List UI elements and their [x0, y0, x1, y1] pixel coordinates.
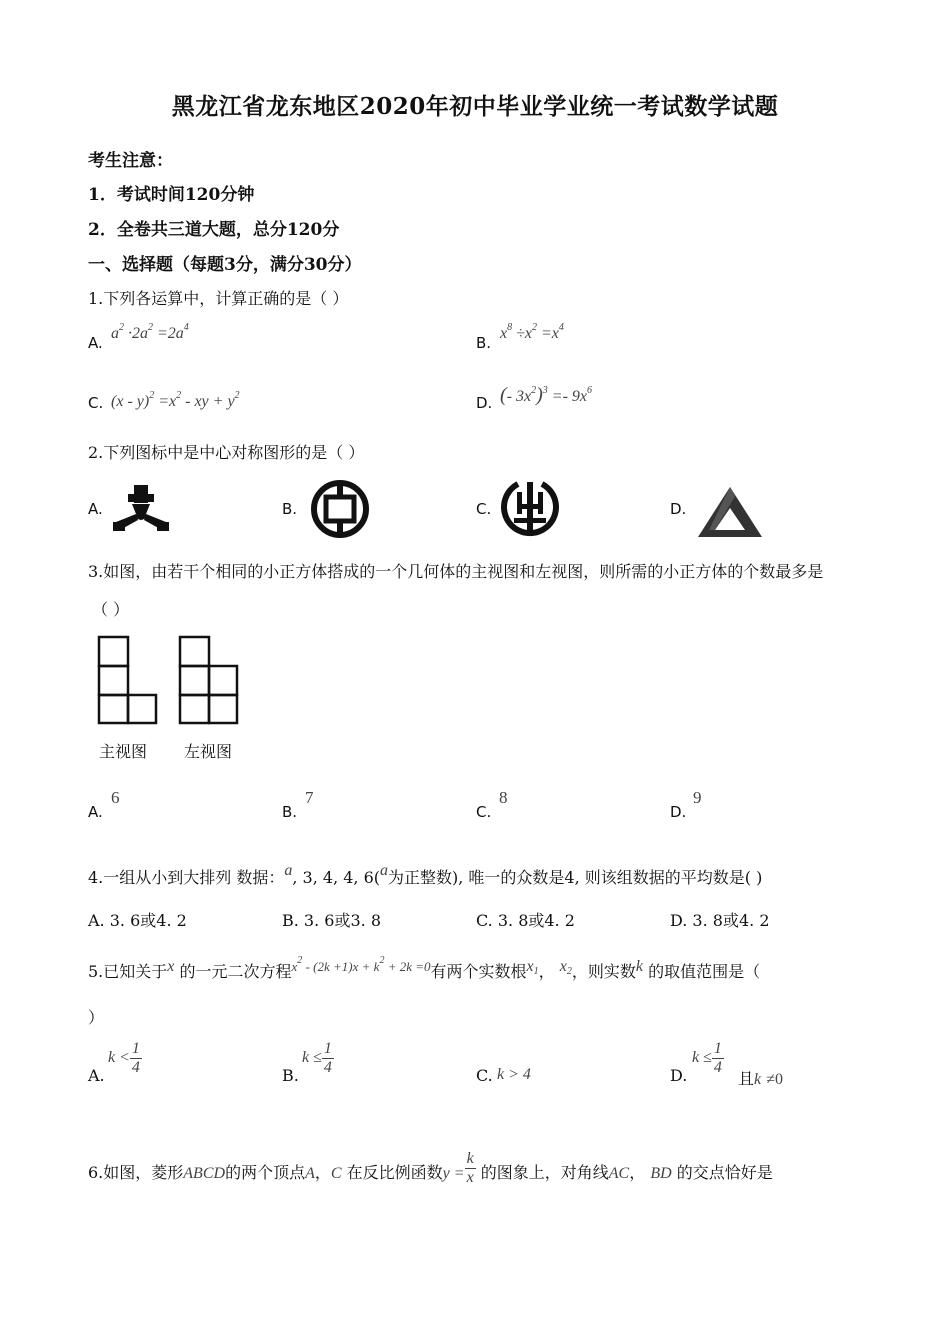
q4-option-c: C. 3. 8或4. 2 [476, 911, 575, 930]
q3-stem-line-2: （ ） [92, 600, 130, 619]
q2-label-b: B. [282, 500, 298, 518]
q3-option-b: 7 [305, 788, 314, 807]
q4-option-b: B. 3. 6或3. 8 [282, 911, 381, 930]
three-arm-logo-icon [110, 482, 172, 534]
q1-label-c: C. [88, 394, 104, 412]
left-view-caption: 左视图 [184, 742, 233, 761]
q5-option-a-formula: k < $\frac{1}{4}$ [108, 1040, 140, 1076]
q4-option-d: D. 3. 8或4. 2 [670, 911, 770, 930]
q3-label-b: B. [282, 803, 298, 821]
impossible-triangle-icon [695, 484, 765, 540]
q5-label-c: C. [476, 1066, 493, 1085]
q5-option-d-formula: k ≤ $\frac{1}{4}$ [692, 1040, 722, 1076]
q2-label-d: D. [670, 500, 687, 518]
q5-stem-line-2: ） [88, 1008, 105, 1027]
q3-option-d: 9 [693, 788, 702, 807]
q3-stem-line-1: 3.如图，由若干个相同的小正方体搭成的一个几何体的主视图和左视图，则所需的小正方体的个数最多是 [88, 562, 824, 581]
q1-stem: 1.下列各运算中，计算正确的是（ ） [88, 289, 349, 308]
q5-label-a: A. [88, 1066, 105, 1085]
q3-label-c: C. [476, 803, 492, 821]
q1-option-c-formula: $(x - y)^2 =x^2$ - xy + $y^2$ [111, 390, 240, 410]
section-heading: 一、选择题（每题3分，满分30分） [88, 255, 362, 275]
q1-option-d-formula: (- $3x^2)^3 =- 9x^6$ [500, 384, 593, 406]
q1-label-b: B. [476, 334, 492, 352]
notice-heading: 考生注意： [88, 151, 173, 171]
q5-option-b-formula: k ≤ $\frac{1}{4}$ [302, 1040, 332, 1076]
page-title: 黑龙江省龙东地区2020年初中毕业学业统一考试数学试题 [171, 93, 779, 120]
q5-option-d-suffix: 且k ≠0 [738, 1069, 783, 1088]
q1-option-b-formula: $x^8 \div x^2 =x^4$ [500, 322, 564, 342]
q3-label-a: A. [88, 803, 103, 821]
coin-bank-logo-icon [308, 480, 372, 538]
q5-option-c-formula: k > 4 [497, 1066, 531, 1083]
left-view-diagram [177, 634, 241, 726]
q6-stem: 6.如图，菱形ABCD的两个顶点A，C 在反比例函数y = $\frac{k}{x}$ 的图象上，对角线AC， BD 的交点恰好是 [88, 1150, 773, 1186]
notice-item-2: 2．全卷共三道大题，总分120分 [88, 220, 340, 240]
q1-option-a-formula: $a^2 \cdot 2a^2 =2a^4$ [111, 322, 189, 342]
front-view-caption: 主视图 [99, 742, 148, 761]
notice-item-1: 1．考试时间120分钟 [88, 185, 255, 205]
q5-stem: 5.已知关于x 的一元二次方程$^{x^2 - (2k +1)x + k^2 + 2k =0}$有两个实数根$x_1$， $x_2$，则实数k 的取值范围是（ [88, 955, 761, 981]
q4-stem: 4.一组从小到大排列 数据：a, 3, 4, 4, 6(a为正整数), 唯一的众数是4, 则该组数据的平均数是( ) [88, 862, 763, 887]
q2-label-a: A. [88, 500, 103, 518]
q5-label-d: D. [670, 1066, 688, 1085]
q1-label-d: D. [476, 394, 493, 412]
q3-option-c: 8 [499, 788, 508, 807]
q1-label-a: A. [88, 334, 103, 352]
q3-label-d: D. [670, 803, 687, 821]
q5-label-b: B. [282, 1066, 299, 1085]
q3-option-a: 6 [111, 788, 120, 807]
agriculture-bank-logo-icon [500, 478, 560, 540]
q4-option-a: A. 3. 6或4. 2 [88, 911, 187, 930]
q2-label-c: C. [476, 500, 492, 518]
front-view-diagram [96, 634, 160, 726]
q2-stem: 2.下列图标中是中心对称图形的是（ ） [88, 443, 365, 462]
